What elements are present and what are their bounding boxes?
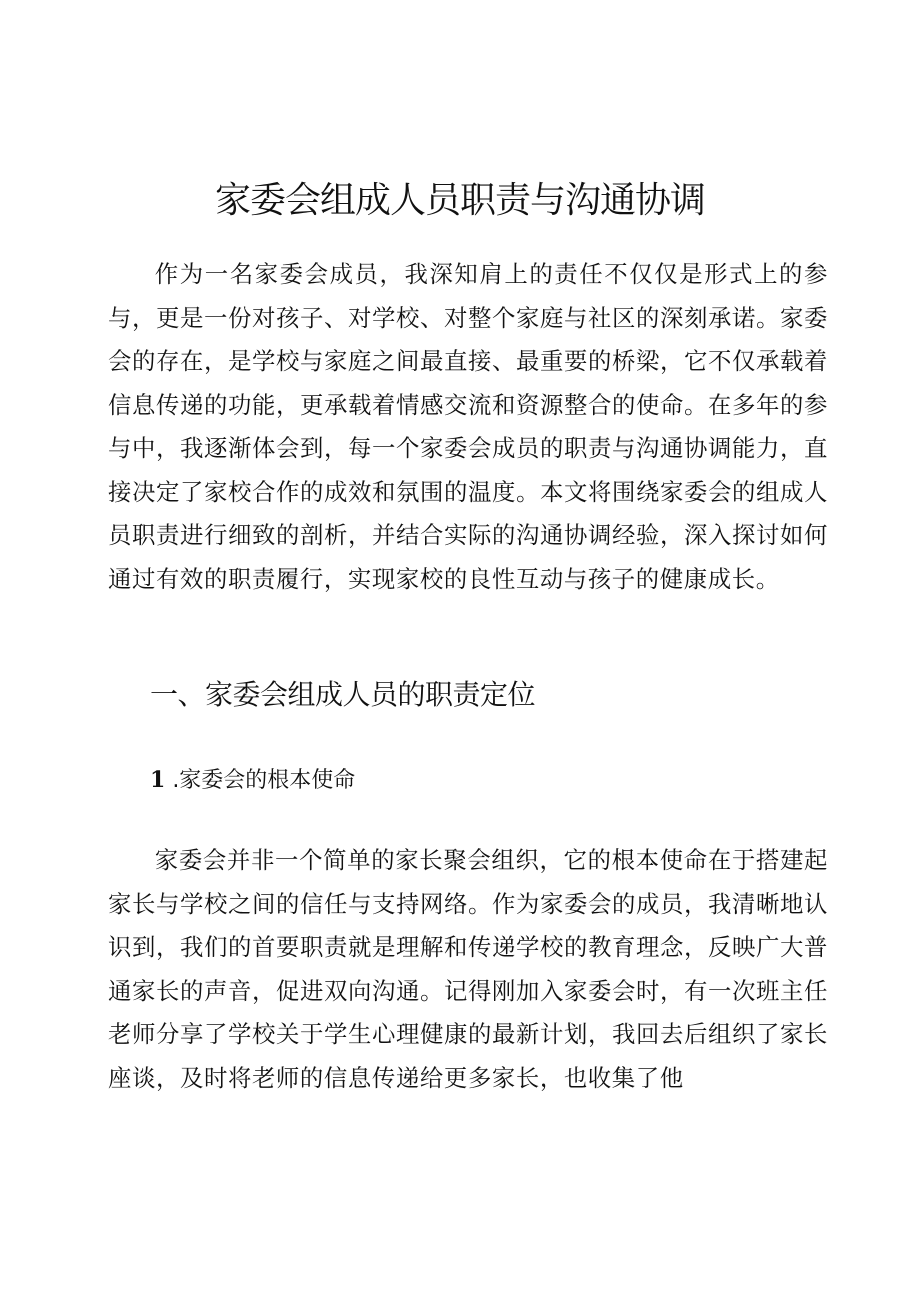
subsection-number: 1	[150, 767, 166, 793]
section-heading: 一、家委会组成人员的职责定位	[150, 678, 536, 711]
intro-paragraph: 作为一名家委会成员，我深知肩上的责任不仅仅是形式上的参与，更是一份对孩子、对学校、对整个家庭与社区的深刻承诺。家委会的存在，是学校与家庭之间最直接、最重要的桥梁，它不仅承载着信息传递的功能，更承载着情感交流和资源整合的使命。在多年的参与中，我逐渐体会到，每一个家委会成员的职责与沟通协调能力，直接决定了家校合作的成效和氛围的温度。本文将围绕家委会的组成人员职责进行细致的剖析，并结合实际的沟通协调经验，深入探讨如何通过有效的职责履行，实现家校的良性互动与孩子的健康成长。	[108, 260, 828, 593]
body-paragraph: 家委会并非一个简单的家长聚会组织，它的根本使命在于搭建起家长与学校之间的信任与支持网络。作为家委会的成员，我清晰地认识到，我们的首要职责就是理解和传递学校的教育理念，反映广大普通家长的声音，促进双向沟通。记得刚加入家委会时，有一次班主任老师分享了学校关于学生心理健康的最新计划，我回去后组织了家长座谈，及时将老师的信息传递给更多家长，也收集了他	[108, 846, 828, 1092]
subsection-heading	[150, 763, 355, 798]
subsection-title: .家委会的根本使命	[172, 768, 356, 793]
document-title: 家委会组成人员职责与沟通协调	[214, 180, 705, 221]
